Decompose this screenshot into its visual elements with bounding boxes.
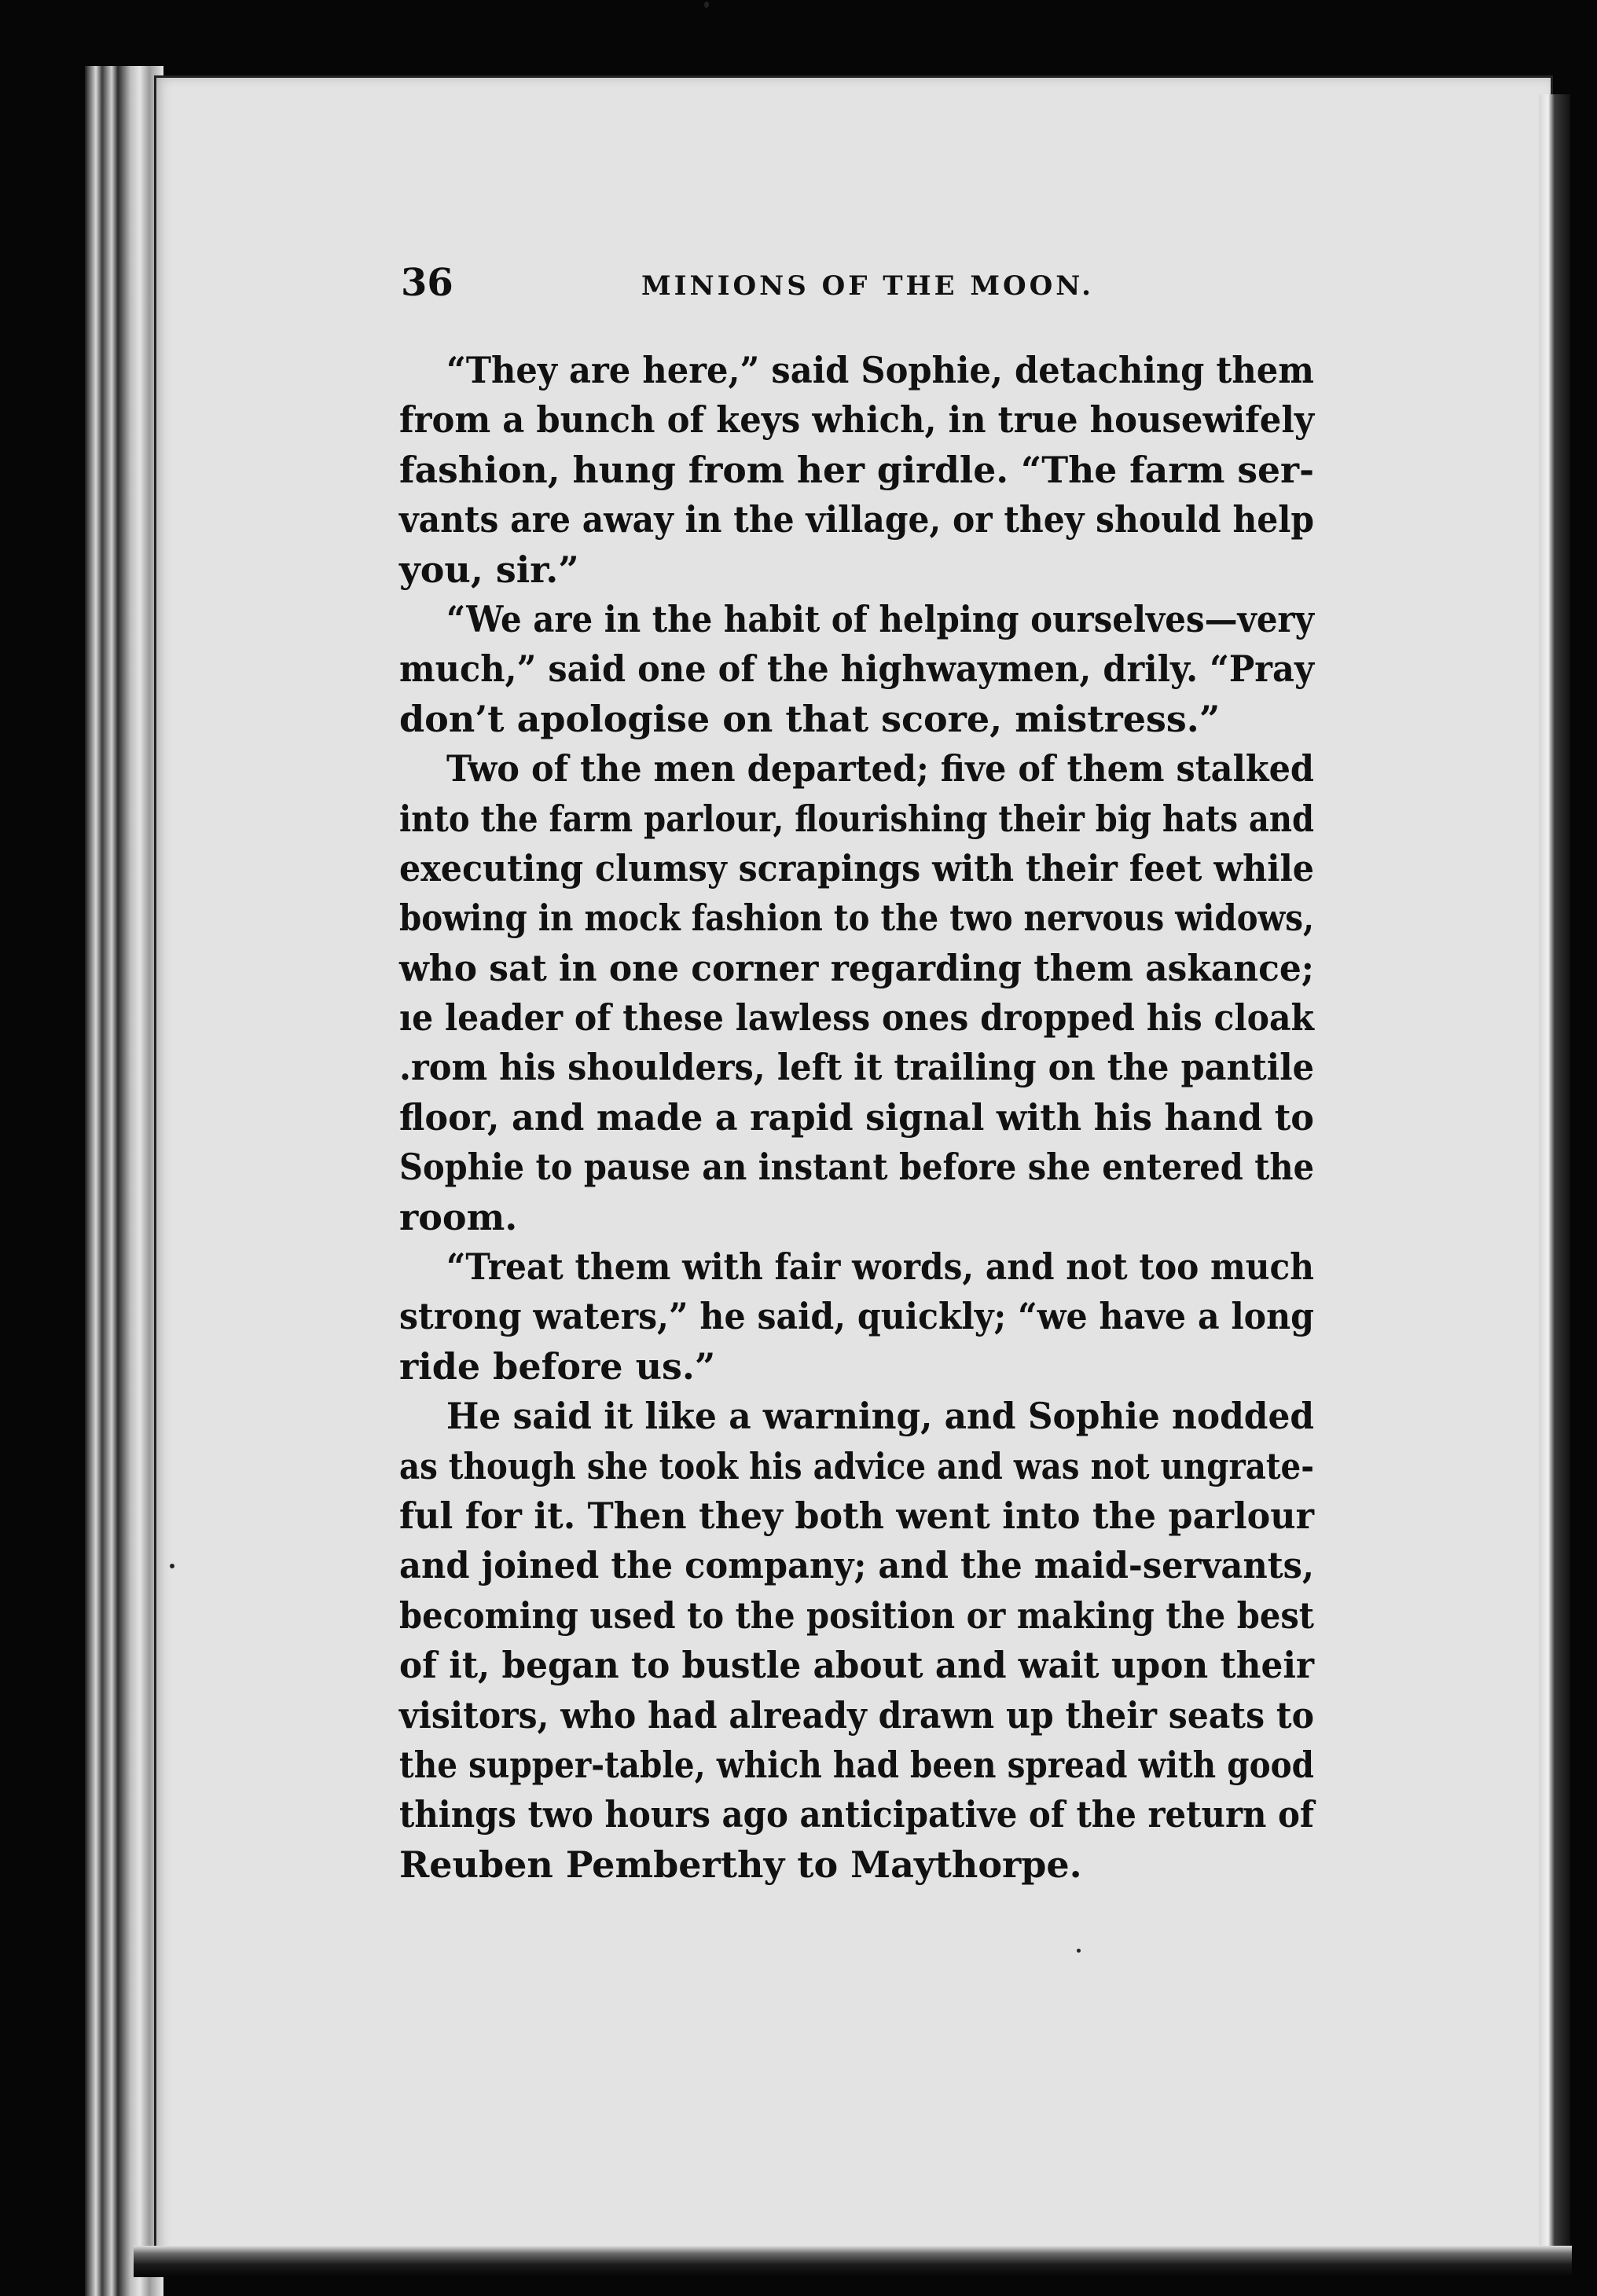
text-line: Two of the men departed; five of them stalked [446, 747, 1314, 790]
text-line: vants are away in the village, or they should help [399, 498, 1314, 541]
text-line: as though she took his advice and was not ungrate- [399, 1444, 1314, 1487]
text-line: .rom his shoulders, left it trailing on the pantile [399, 1046, 1314, 1089]
text-line: don’t apologise on that score, mistress.” [399, 697, 1221, 740]
text-line: He said it like a warning, and Sophie nodded [446, 1395, 1314, 1438]
text-line: fashion, hung from her girdle. “The farm ser- [399, 448, 1314, 491]
text-line: and joined the company; and the maid-servants, [399, 1544, 1314, 1587]
text-line: floor, and made a rapid signal with his hand to [399, 1095, 1314, 1139]
text-line: Reuben Pemberthy to Maythorpe. [399, 1843, 1082, 1886]
page-right-edge [1539, 94, 1570, 2263]
text-line: “Treat them with fair words, and not too much [446, 1245, 1314, 1289]
text-line: ıe leader of these lawless ones dropped his cloak [399, 996, 1314, 1040]
text-line: you, sir.” [399, 548, 579, 591]
text-line: room. [399, 1195, 518, 1238]
text-line: ride before us.” [399, 1344, 716, 1388]
text-line: from a bunch of keys which, in true housewifely [399, 398, 1314, 442]
running-head [401, 261, 1312, 324]
text-line: “We are in the habit of helping ourselves—very [446, 597, 1314, 640]
scan-speck [704, 2, 709, 8]
book-spine [85, 66, 163, 2296]
text-line: becoming used to the position or making the best [399, 1594, 1314, 1637]
text-line: much,” said one of the highwaymen, drily. “Pray [399, 647, 1314, 691]
running-title: MINIONS OF THE MOON. [641, 270, 1094, 302]
text-line: of it, began to bustle about and wait upon their [399, 1644, 1314, 1687]
text-line: “They are here,” said Sophie, detaching them [446, 349, 1314, 391]
text-line: ful for it. Then they both went into the parlour [399, 1494, 1314, 1537]
text-line: Sophie to pause an instant before she entered the [399, 1146, 1314, 1189]
body-text [399, 346, 1314, 1890]
text-line: strong waters,” he said, quickly; “we have a long [399, 1295, 1314, 1338]
text-line: executing clumsy scrapings with their feet while [399, 846, 1314, 889]
text-line: visitors, who had already drawn up their seats to [399, 1693, 1314, 1737]
text-line: bowing in mock fashion to the two nervous widows, [399, 897, 1314, 940]
text-line: the supper-table, which had been spread with good [399, 1743, 1314, 1786]
scan-speck [1077, 1949, 1081, 1953]
scan-speck [170, 1564, 174, 1568]
page-bottom-edge [134, 2246, 1572, 2277]
page-number: 36 [401, 261, 453, 305]
text-line: who sat in one corner regarding them askance; [399, 946, 1314, 989]
text-line: things two hours ago anticipative of the return of [399, 1793, 1314, 1836]
text-line: into the farm parlour, flourishing their big hats and [399, 797, 1314, 840]
